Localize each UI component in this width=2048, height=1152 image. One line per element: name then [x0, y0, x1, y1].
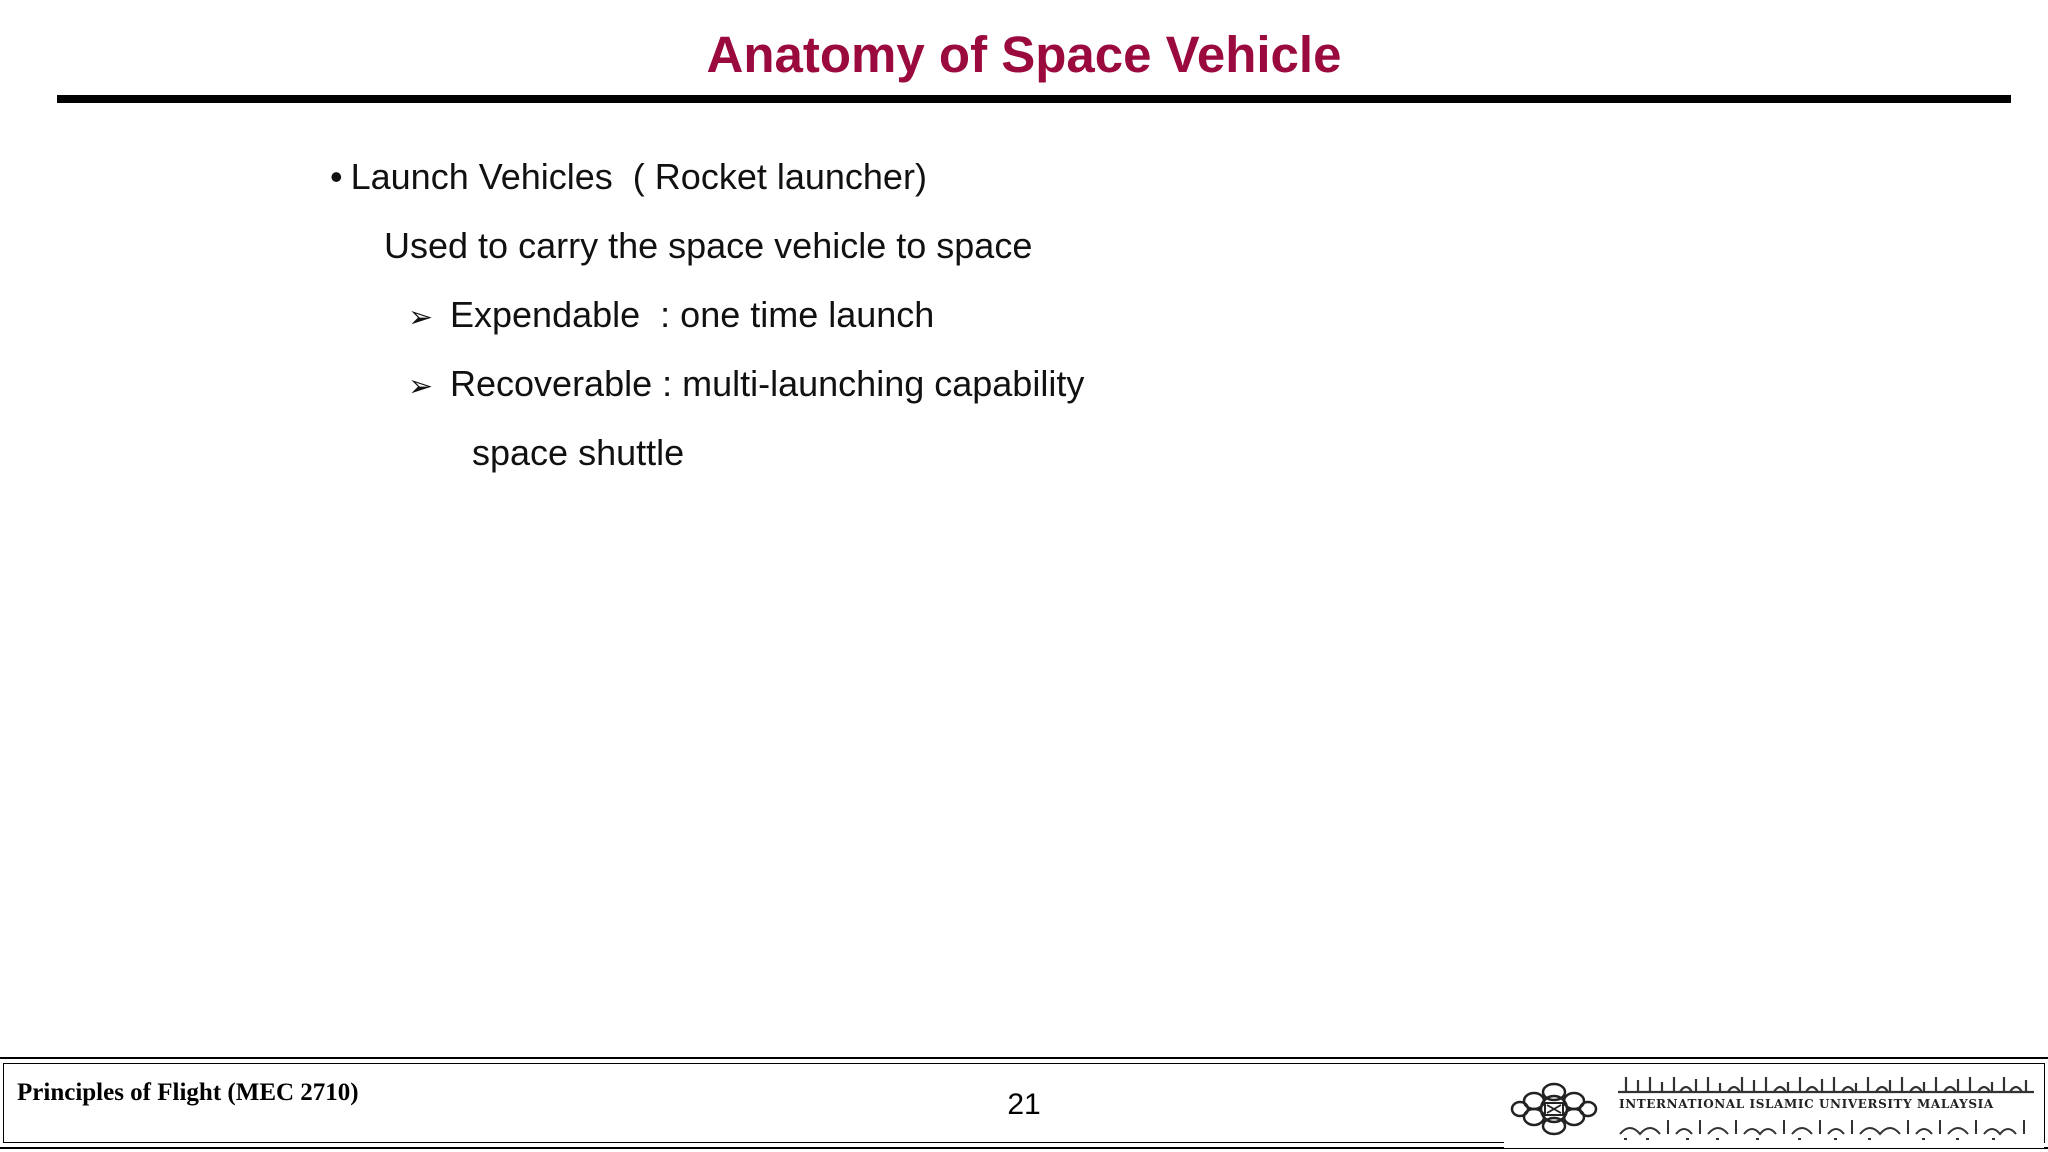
bullet-description: Used to carry the space vehicle to space: [384, 225, 1033, 266]
bullet-icon: •: [330, 156, 343, 197]
malay-jawi-name-graphic: [1616, 1116, 2036, 1142]
sub-bullet-continuation: space shuttle: [472, 432, 685, 473]
course-label: Principles of Flight (MEC 2710): [17, 1079, 359, 1106]
university-name-english: INTERNATIONAL ISLAMIC UNIVERSITY MALAYSIA: [1619, 1097, 1994, 1111]
sub-bullet-text: Recoverable : multi-launching capability: [450, 363, 1085, 404]
arrow-bullet-icon: ➢: [408, 369, 434, 404]
footer-frame: [3, 1063, 2045, 1143]
sub-bullet-expendable: [408, 293, 934, 340]
university-crest-icon: [1504, 1070, 1604, 1148]
slide-footer: [0, 1057, 2048, 1149]
sub-bullet-recoverable: [408, 362, 1084, 409]
sub-bullet-text: Expendable : one time launch: [450, 294, 935, 335]
title-underline: [57, 95, 2011, 103]
bullet-item-launch-vehicles: [330, 155, 927, 199]
arrow-bullet-icon: ➢: [408, 300, 434, 335]
university-logo: [1504, 1070, 2044, 1148]
arabic-name-graphic: [1616, 1074, 2036, 1096]
bullet-text: Launch Vehicles ( Rocket launcher): [350, 156, 927, 197]
slide-title: Anatomy of Space Vehicle: [706, 26, 1342, 83]
page-number: 21: [1007, 1088, 1041, 1121]
